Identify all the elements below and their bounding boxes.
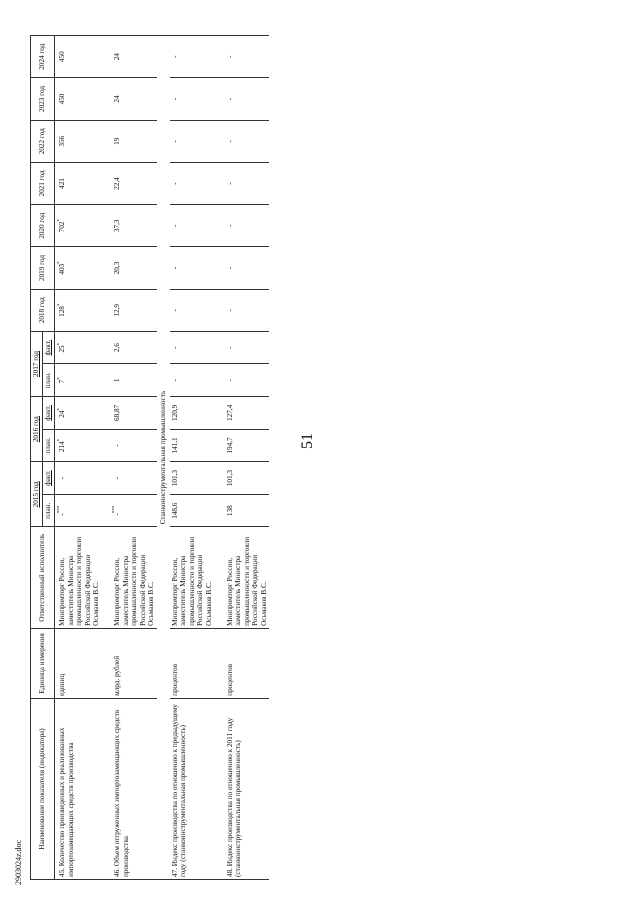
header-2017-plan: план. xyxy=(43,364,55,397)
cell-2017-plan: 1 xyxy=(112,364,157,397)
header-2015-plan: план. xyxy=(43,494,55,527)
row-unit: млрд. рублей xyxy=(112,628,157,698)
cell-2015-plan: 138 xyxy=(225,494,270,527)
cell-2020: 37,3 xyxy=(112,205,157,247)
cell-2015-fact: 101,3 xyxy=(225,462,270,495)
header-2015-fact: факт. xyxy=(43,462,55,495)
cell-2017-plan: 7* xyxy=(55,364,102,397)
indicator-table-page xyxy=(30,35,585,880)
cell-2015-plan: -*** xyxy=(112,494,157,527)
cell-2024: 450 xyxy=(55,36,102,78)
header-2023: 2023 год xyxy=(31,78,55,120)
cell-2019: - xyxy=(170,247,215,289)
section-title: Станкоинструментальная промышленность xyxy=(157,36,170,880)
header-2022: 2022 год xyxy=(31,120,55,162)
cell-2023: 450 xyxy=(55,78,102,120)
cell-2024: - xyxy=(170,36,215,78)
header-responsible: Ответственный исполнитель xyxy=(31,527,55,628)
header-2017-fact: факт. xyxy=(43,331,55,364)
cell-2015-plan: -*** xyxy=(55,494,102,527)
cell-2016-fact: 120,9 xyxy=(170,397,215,430)
cell-2018: - xyxy=(170,289,215,331)
cell-2018: 12,9 xyxy=(112,289,157,331)
row-unit: процентов xyxy=(225,628,270,698)
row-unit: единиц xyxy=(55,628,102,698)
cell-2018: 128* xyxy=(55,289,102,331)
cell-2020: 702* xyxy=(55,205,102,247)
header-2020: 2020 год xyxy=(31,205,55,247)
cell-2015-plan: 148,6 xyxy=(170,494,215,527)
table-row xyxy=(225,36,270,880)
cell-2020: - xyxy=(170,205,215,247)
header-2016-fact: факт. xyxy=(43,397,55,430)
row-responsible: Минпромторг России, заместитель Министра промышленности и торговли Российской Федерации Осьмаков В.С. xyxy=(225,527,270,628)
header-2017: 2017 год xyxy=(31,331,43,396)
header-2021: 2021 год xyxy=(31,162,55,204)
cell-2021: 22,4 xyxy=(112,162,157,204)
row-unit: процентов xyxy=(170,628,215,698)
section-row xyxy=(157,36,170,880)
row-indicator-name: 47. Индекс производства по отношению к предыдущему году (станкоинструментальная промышленность) xyxy=(170,698,215,879)
cell-2019: - xyxy=(225,247,270,289)
cell-2017-fact: 2,6 xyxy=(112,331,157,364)
table-header xyxy=(31,36,55,880)
cell-2021: - xyxy=(225,162,270,204)
cell-2022: 19 xyxy=(112,120,157,162)
table-row xyxy=(112,36,157,880)
header-2016: 2016 год xyxy=(31,397,43,462)
cell-2023: - xyxy=(170,78,215,120)
header-unit: Единица измерения xyxy=(31,628,55,698)
cell-2016-plan: 141,1 xyxy=(170,429,215,462)
cell-2015-fact: - xyxy=(112,462,157,495)
cell-2017-fact: - xyxy=(225,331,270,364)
cell-2019: 20,3 xyxy=(112,247,157,289)
cell-2021: - xyxy=(170,162,215,204)
header-2019: 2019 год xyxy=(31,247,55,289)
cell-2016-fact: 127,4 xyxy=(225,397,270,430)
cell-2021: 421 xyxy=(55,162,102,204)
cell-2019: 403* xyxy=(55,247,102,289)
cell-2024: 24 xyxy=(112,36,157,78)
cell-2016-fact: 24* xyxy=(55,397,102,430)
cell-2023: 24 xyxy=(112,78,157,120)
cell-2017-fact: 25* xyxy=(55,331,102,364)
row-responsible: Минпромторг России, заместитель Министра промышленности и торговли Российской Федерации Осьмаков В.С. xyxy=(112,527,157,628)
cell-2022: - xyxy=(170,120,215,162)
row-indicator-name: 46. Объем отгруженных импортозамещающих средств производства xyxy=(112,698,157,879)
cell-2024: - xyxy=(225,36,270,78)
header-2015: 2015 год xyxy=(31,462,43,527)
table-row xyxy=(55,36,102,880)
cell-2016-plan: 214* xyxy=(55,429,102,462)
row-indicator-name: 48. Индекс производства по отношению к 2011 году (станкоинструментальная промышленность) xyxy=(225,698,270,879)
row-responsible: Минпромторг России, заместитель Министра промышленности и торговли Российской Федерации Осьмаков В.С. xyxy=(55,527,102,628)
cell-2016-plan: 194,7 xyxy=(225,429,270,462)
indicator-table xyxy=(30,35,269,880)
cell-2020: - xyxy=(225,205,270,247)
cell-2022: 356 xyxy=(55,120,102,162)
page-number: 51 xyxy=(299,433,316,449)
cell-2016-fact: 68,87 xyxy=(112,397,157,430)
table-body xyxy=(55,36,270,880)
header-2024: 2024 год xyxy=(31,36,55,78)
table-row xyxy=(170,36,215,880)
document-filename: 2903024z.doc xyxy=(14,839,23,885)
cell-2017-plan: - xyxy=(170,364,215,397)
cell-2018: - xyxy=(225,289,270,331)
cell-2023: - xyxy=(225,78,270,120)
cell-2015-fact: 101,3 xyxy=(170,462,215,495)
cell-2017-plan: - xyxy=(225,364,270,397)
cell-2016-plan: - xyxy=(112,429,157,462)
header-2016-plan: план. xyxy=(43,429,55,462)
header-2018: 2018 год xyxy=(31,289,55,331)
header-indicator: Наименование показателя (индикатора) xyxy=(31,698,55,879)
cell-2022: - xyxy=(225,120,270,162)
row-responsible: Минпромторг России, заместитель Министра промышленности и торговли Российской Федерации Осьмаков В.С. xyxy=(170,527,215,628)
cell-2017-fact: - xyxy=(170,331,215,364)
cell-2015-fact: - xyxy=(55,462,102,495)
row-indicator-name: 45. Количество произведенных и реализованных импортозамещающих средств производства xyxy=(55,698,102,879)
